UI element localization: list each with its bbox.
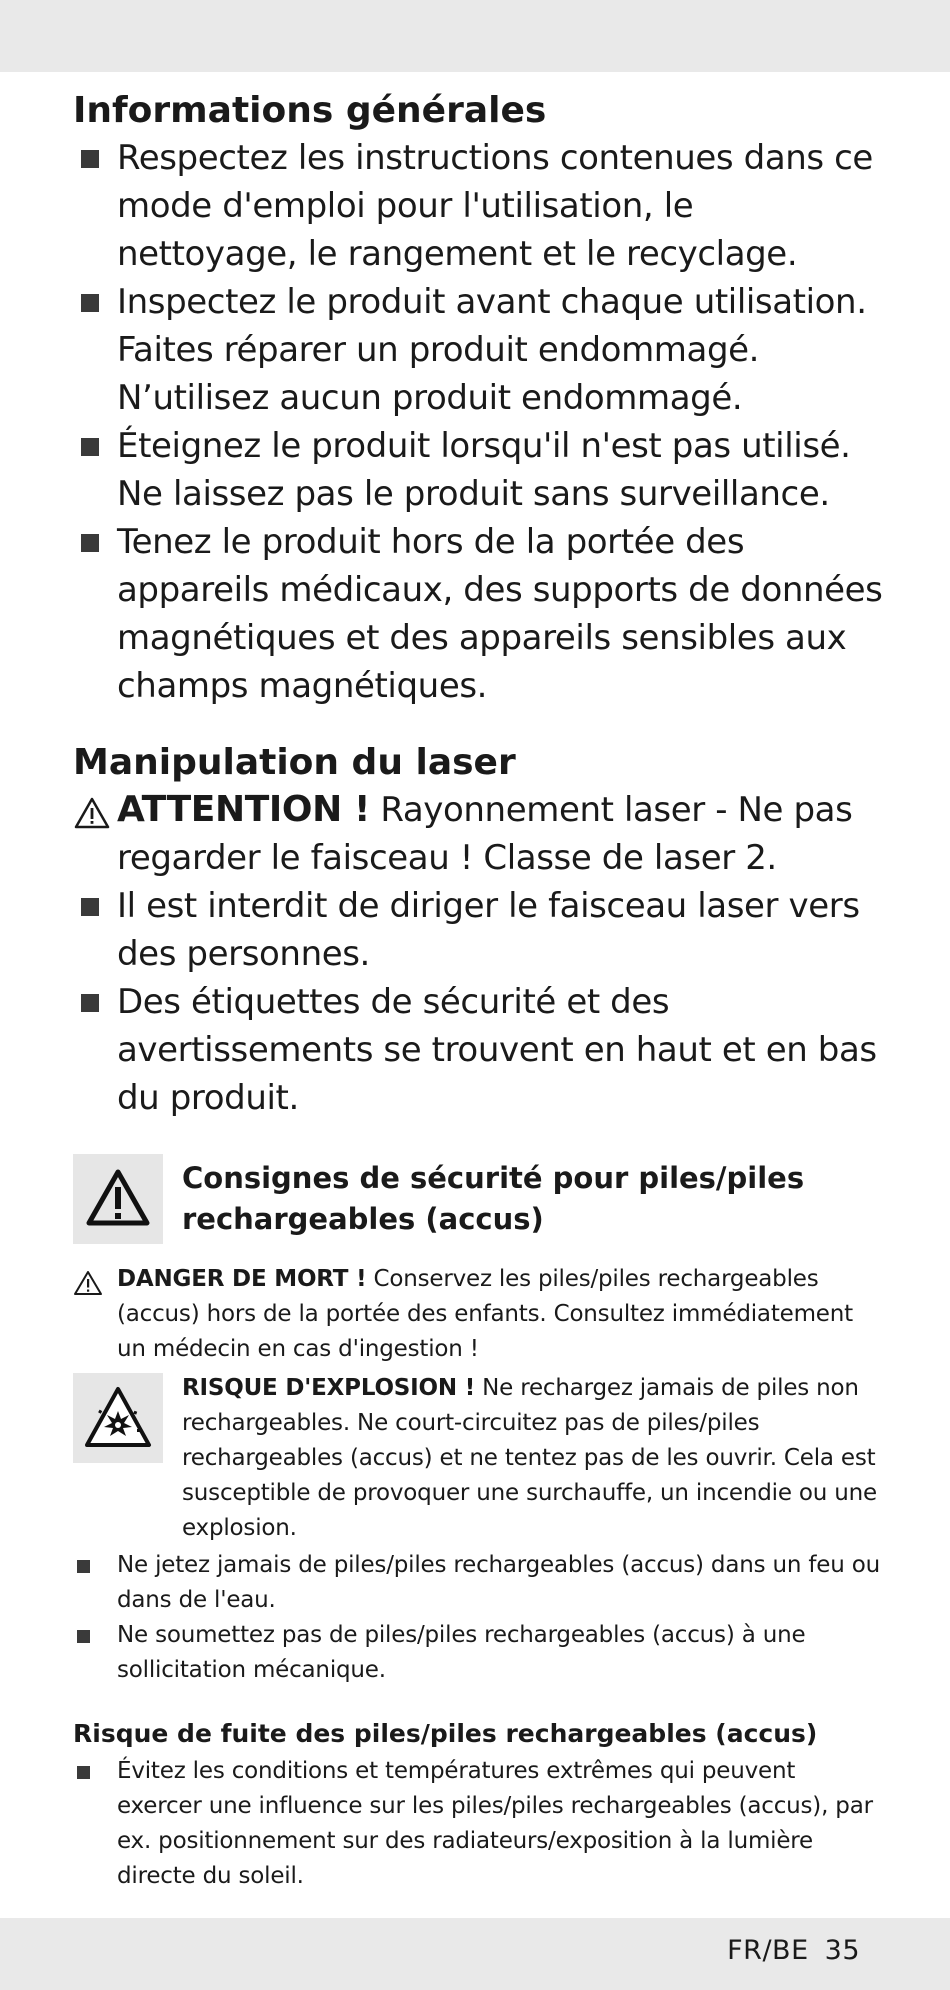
warning-triangle-icon bbox=[73, 796, 111, 830]
warning-triangle-icon bbox=[73, 1270, 103, 1296]
page-number: 35 bbox=[824, 1935, 860, 1966]
general-info-list bbox=[73, 134, 883, 710]
explosion-warning: RISQUE D'EXPLOSION ! Ne rechargez jamais de piles non rechargeables. Ne court-circuitez pas de piles/piles rechargeables (accus) et ne tentez pas de les ouvrir. Cela est susceptible de provoquer une surchauffe, un incendie ou une explosion. bbox=[73, 1371, 883, 1546]
attention-label: ATTENTION ! bbox=[117, 789, 370, 830]
square-bullet-icon bbox=[77, 1766, 90, 1779]
explosion-label: RISQUE D'EXPLOSION ! bbox=[182, 1375, 476, 1401]
laser-heading: Manipulation du laser bbox=[73, 742, 516, 783]
list-item: Tenez le produit hors de la portée des appareils médicaux, des supports de données magnétiques et des appareils sensibles aux champs magnétiques. bbox=[73, 518, 883, 710]
warning-box bbox=[73, 1154, 163, 1244]
page-content bbox=[73, 88, 883, 1894]
page-footer bbox=[727, 1935, 860, 1966]
attention-warning: ATTENTION ! Rayonnement laser - Ne pas regarder le faisceau ! Classe de laser 2. bbox=[73, 786, 883, 882]
list-item: Respectez les instructions contenues dans ce mode d'emploi pour l'utilisation, le nettoyage, le rangement et le recyclage. bbox=[73, 134, 883, 278]
list-item: Inspectez le produit avant chaque utilisation. Faites réparer un produit endommagé. N’utilisez aucun produit endommagé. bbox=[73, 278, 883, 422]
square-bullet-icon bbox=[81, 150, 99, 168]
danger-warning: DANGER DE MORT ! Conservez les piles/piles rechargeables (accus) hors de la portée des enfants. Consultez immédiatement un médecin en cas d'ingestion ! bbox=[73, 1262, 883, 1367]
list-item: Ne soumettez pas de piles/piles rechargeables (accus) à une sollicitation mécanique. bbox=[73, 1618, 883, 1688]
top-band bbox=[0, 0, 950, 72]
square-bullet-icon bbox=[81, 898, 99, 916]
list-item: Des étiquettes de sécurité et des avertissements se trouvent en haut et en bas du produit. bbox=[73, 978, 883, 1122]
danger-label: DANGER DE MORT ! bbox=[117, 1266, 367, 1292]
laser-list bbox=[73, 786, 883, 1122]
leak-list bbox=[73, 1754, 883, 1894]
list-item: Ne jetez jamais de piles/piles rechargeables (accus) dans un feu ou dans de l'eau. bbox=[73, 1548, 883, 1618]
leak-heading: Risque de fuite des piles/piles rechargeables (accus) bbox=[73, 1719, 818, 1748]
battery-safety-title: Consignes de sécurité pour piles/piles rechargeables (accus) bbox=[182, 1161, 805, 1236]
square-bullet-icon bbox=[77, 1630, 90, 1643]
square-bullet-icon bbox=[77, 1560, 90, 1573]
list-item: Il est interdit de diriger le faisceau laser vers des personnes. bbox=[73, 882, 883, 978]
explosion-icon bbox=[83, 1385, 153, 1451]
warning-triangle-icon bbox=[85, 1168, 151, 1228]
battery-list bbox=[73, 1548, 883, 1688]
square-bullet-icon bbox=[81, 534, 99, 552]
battery-safety-header bbox=[73, 1154, 883, 1246]
square-bullet-icon bbox=[81, 438, 99, 456]
locale-label: FR/BE bbox=[727, 1935, 809, 1966]
general-info-heading: Informations générales bbox=[73, 90, 547, 131]
list-item: Éteignez le produit lorsqu'il n'est pas utilisé. Ne laissez pas le produit sans surveillance. bbox=[73, 422, 883, 518]
list-item: Évitez les conditions et températures extrêmes qui peuvent exercer une influence sur les piles/piles rechargeables (accus), par ex. positionnement sur des radiateurs/exposition à la lumière directe du soleil. bbox=[73, 1754, 883, 1894]
explosion-box bbox=[73, 1373, 163, 1463]
square-bullet-icon bbox=[81, 294, 99, 312]
square-bullet-icon bbox=[81, 994, 99, 1012]
